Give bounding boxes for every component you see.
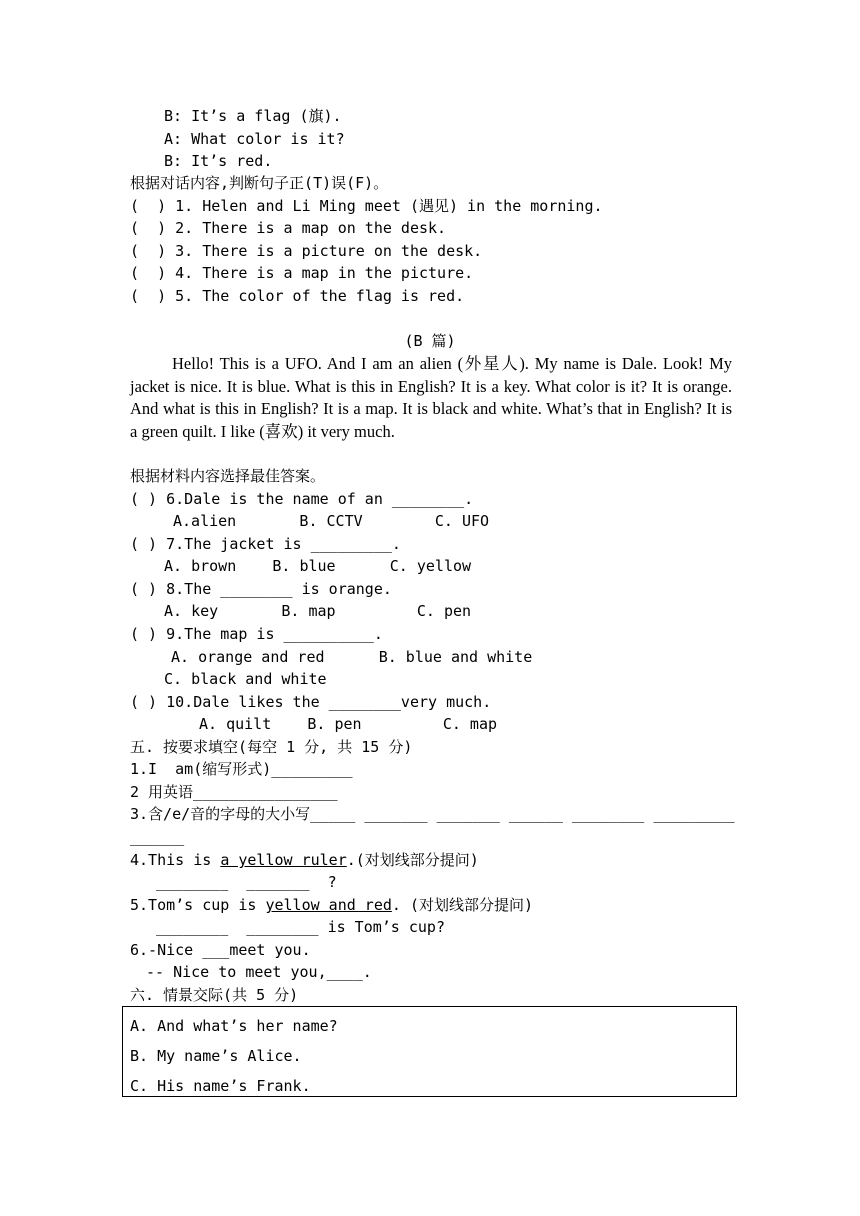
underlined-phrase: yellow and red xyxy=(265,896,392,914)
tf-item: ( ) 3. There is a picture on the desk. xyxy=(130,242,483,260)
fill-line-4-post: .(对划线部分提问) xyxy=(346,851,479,869)
question-8-options: A. key B. map C. pen xyxy=(164,602,472,620)
partB-passage: Hello! This is a UFO. And I am an alien (外星人). My name is Dale. Look! My jacket is nice. It is blue. What is this in English? It is a key. What color is it? It is orange. And what is this in English? It is a map. It is black and white. What’s that in English? It is a green quilt. I like (喜欢) it very much. xyxy=(130,354,732,441)
question-9-options: A. orange and red B. blue and white xyxy=(171,648,533,666)
fill-line-5 xyxy=(130,895,533,915)
fill-line-4 xyxy=(130,850,479,870)
question-7-options: A. brown B. blue C. yellow xyxy=(164,557,472,575)
partA-instruction: 根据对话内容,判断句子正(T)误(F)。 xyxy=(130,174,389,192)
section5-title: 五. 按要求填空(每空 1 分, 共 15 分) xyxy=(130,738,413,756)
question-7: ( ) 7.The jacket is _________. xyxy=(130,535,401,553)
fill-line-3-cont: ______ xyxy=(130,828,185,846)
fill-line-4-answer: ________ _______ ? xyxy=(156,873,337,891)
underlined-phrase: a yellow ruler xyxy=(220,851,347,869)
fill-line-6: 6.-Nice ___meet you. xyxy=(130,941,311,959)
dialogue-line: B: It’s a flag (旗). xyxy=(164,107,342,125)
fill-line-5-answer: ________ ________ is Tom’s cup? xyxy=(156,918,445,936)
tf-item: ( ) 4. There is a map in the picture. xyxy=(130,264,474,282)
question-10-options: A. quilt B. pen C. map xyxy=(199,715,498,733)
fill-line-5-post: . (对划线部分提问) xyxy=(391,896,534,914)
partB-instruction: 根据材料内容选择最佳答案。 xyxy=(130,467,326,485)
option-a: A. And what’s her name? xyxy=(130,1017,338,1035)
option-b: B. My name’s Alice. xyxy=(130,1047,302,1065)
dialogue-line: A: What color is it? xyxy=(164,130,345,148)
fill-line-5-pre: 5.Tom’s cup is xyxy=(130,896,266,914)
partB-title: (B 篇) xyxy=(404,332,456,350)
question-9-options: C. black and white xyxy=(164,670,327,688)
section6-title: 六. 情景交际(共 5 分) xyxy=(130,986,299,1004)
question-6: ( ) 6.Dale is the name of an ________. xyxy=(130,490,474,508)
tf-item: ( ) 1. Helen and Li Ming meet (遇见) in the morning. xyxy=(130,197,603,215)
fill-line-1: 1.I am(缩写形式)_________ xyxy=(130,760,353,778)
fill-line-6-reply: -- Nice to meet you,____. xyxy=(146,963,372,981)
question-10: ( ) 10.Dale likes the ________very much. xyxy=(130,693,492,711)
question-6-options: A.alien B. CCTV C. UFO xyxy=(173,512,490,530)
question-9: ( ) 9.The map is __________. xyxy=(130,625,383,643)
fill-line-3: 3.含/e/音的字母的大小写_____ _______ _______ ______ ________ _________ xyxy=(130,805,735,823)
dialogue-line: B: It’s red. xyxy=(164,152,273,170)
fill-line-4-pre: 4.This is xyxy=(130,851,221,869)
tf-item: ( ) 2. There is a map on the desk. xyxy=(130,219,447,237)
fill-line-2: 2 用英语________________ xyxy=(130,783,338,801)
question-8: ( ) 8.The ________ is orange. xyxy=(130,580,392,598)
tf-item: ( ) 5. The color of the flag is red. xyxy=(130,287,465,305)
option-c: C. His name’s Frank. xyxy=(130,1077,311,1095)
